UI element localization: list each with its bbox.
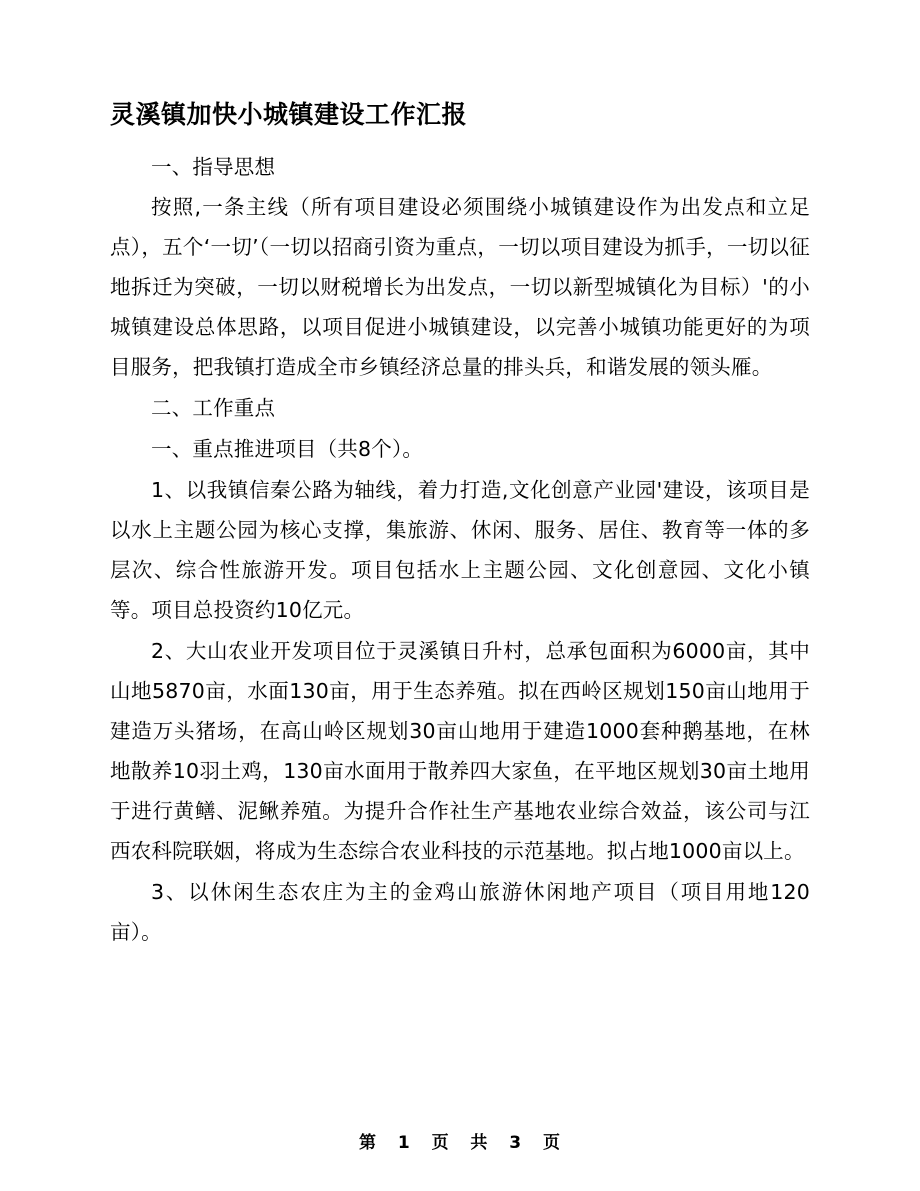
footer-total-unit: 页 xyxy=(542,1133,561,1153)
paragraph-guiding-thought: 按照,一条主线（所有项目建设必须围绕小城镇建设作为出发点和立足点），五个‘一切’（一切以招商引资为重点，一切以项目建设为抓手，一切以征地拆迁为突破，一切以财税增长为出发点，一切以新型城镇化为目标）'的小城镇建设总体思路，以项目促进小城镇建设，以完善小城镇功能更好的为项目服务，把我镇打造成全市乡镇经济总量的排头兵，和谐发展的领头雁。 xyxy=(110,195,810,380)
footer-page-label: 第 xyxy=(359,1133,378,1153)
paragraph-project-one: 1、以我镇信秦公路为轴线，着力打造,文化创意产业园'建设，该项目是以水上主题公园为核心支撑，集旅游、休闲、服务、居住、教育等一体的多层次、综合性旅游开发。项目包括水上主题公园、文化创意园、文化小镇等。项目总投资约10亿元。 xyxy=(110,478,810,623)
footer-current-page: 1 xyxy=(397,1133,411,1153)
footer-total-label: 共 xyxy=(470,1133,489,1153)
document-body xyxy=(110,96,810,953)
page-footer xyxy=(0,1128,920,1153)
footer-total-pages: 3 xyxy=(509,1133,523,1153)
paragraph-key-projects-heading: 一、重点推进项目（共8个）。 xyxy=(151,437,424,462)
paragraph-project-two: 2、大山农业开发项目位于灵溪镇日升村，总承包面积为6000亩，其中山地5870亩，水面130亩，用于生态养殖。拟在西岭区规划150亩山地用于建造万头猪场，在高山岭区规划30亩山地用于建造1000套种鹅基地，在林地散养10羽土鸡，130亩水面用于散养四大家鱼，在平地区规划30亩土地用于进行黄鳝、泥鳅养殖。为提升合作社生产基地农业综合效益，该公司与江西农科院联姻，将成为生态综合农业科技的示范基地。拟占地1000亩以上。 xyxy=(110,639,810,863)
paragraph-section-one-heading: 一、指导思想 xyxy=(151,154,276,179)
page-title: 灵溪镇加快小城镇建设工作汇报 xyxy=(110,100,468,129)
paragraph-section-two-heading: 二、工作重点 xyxy=(151,396,276,421)
footer-page-unit: 页 xyxy=(431,1133,450,1153)
paragraph-project-three: 3、以休闲生态农庄为主的金鸡山旅游休闲地产项目（项目用地120亩）。 xyxy=(110,879,810,944)
